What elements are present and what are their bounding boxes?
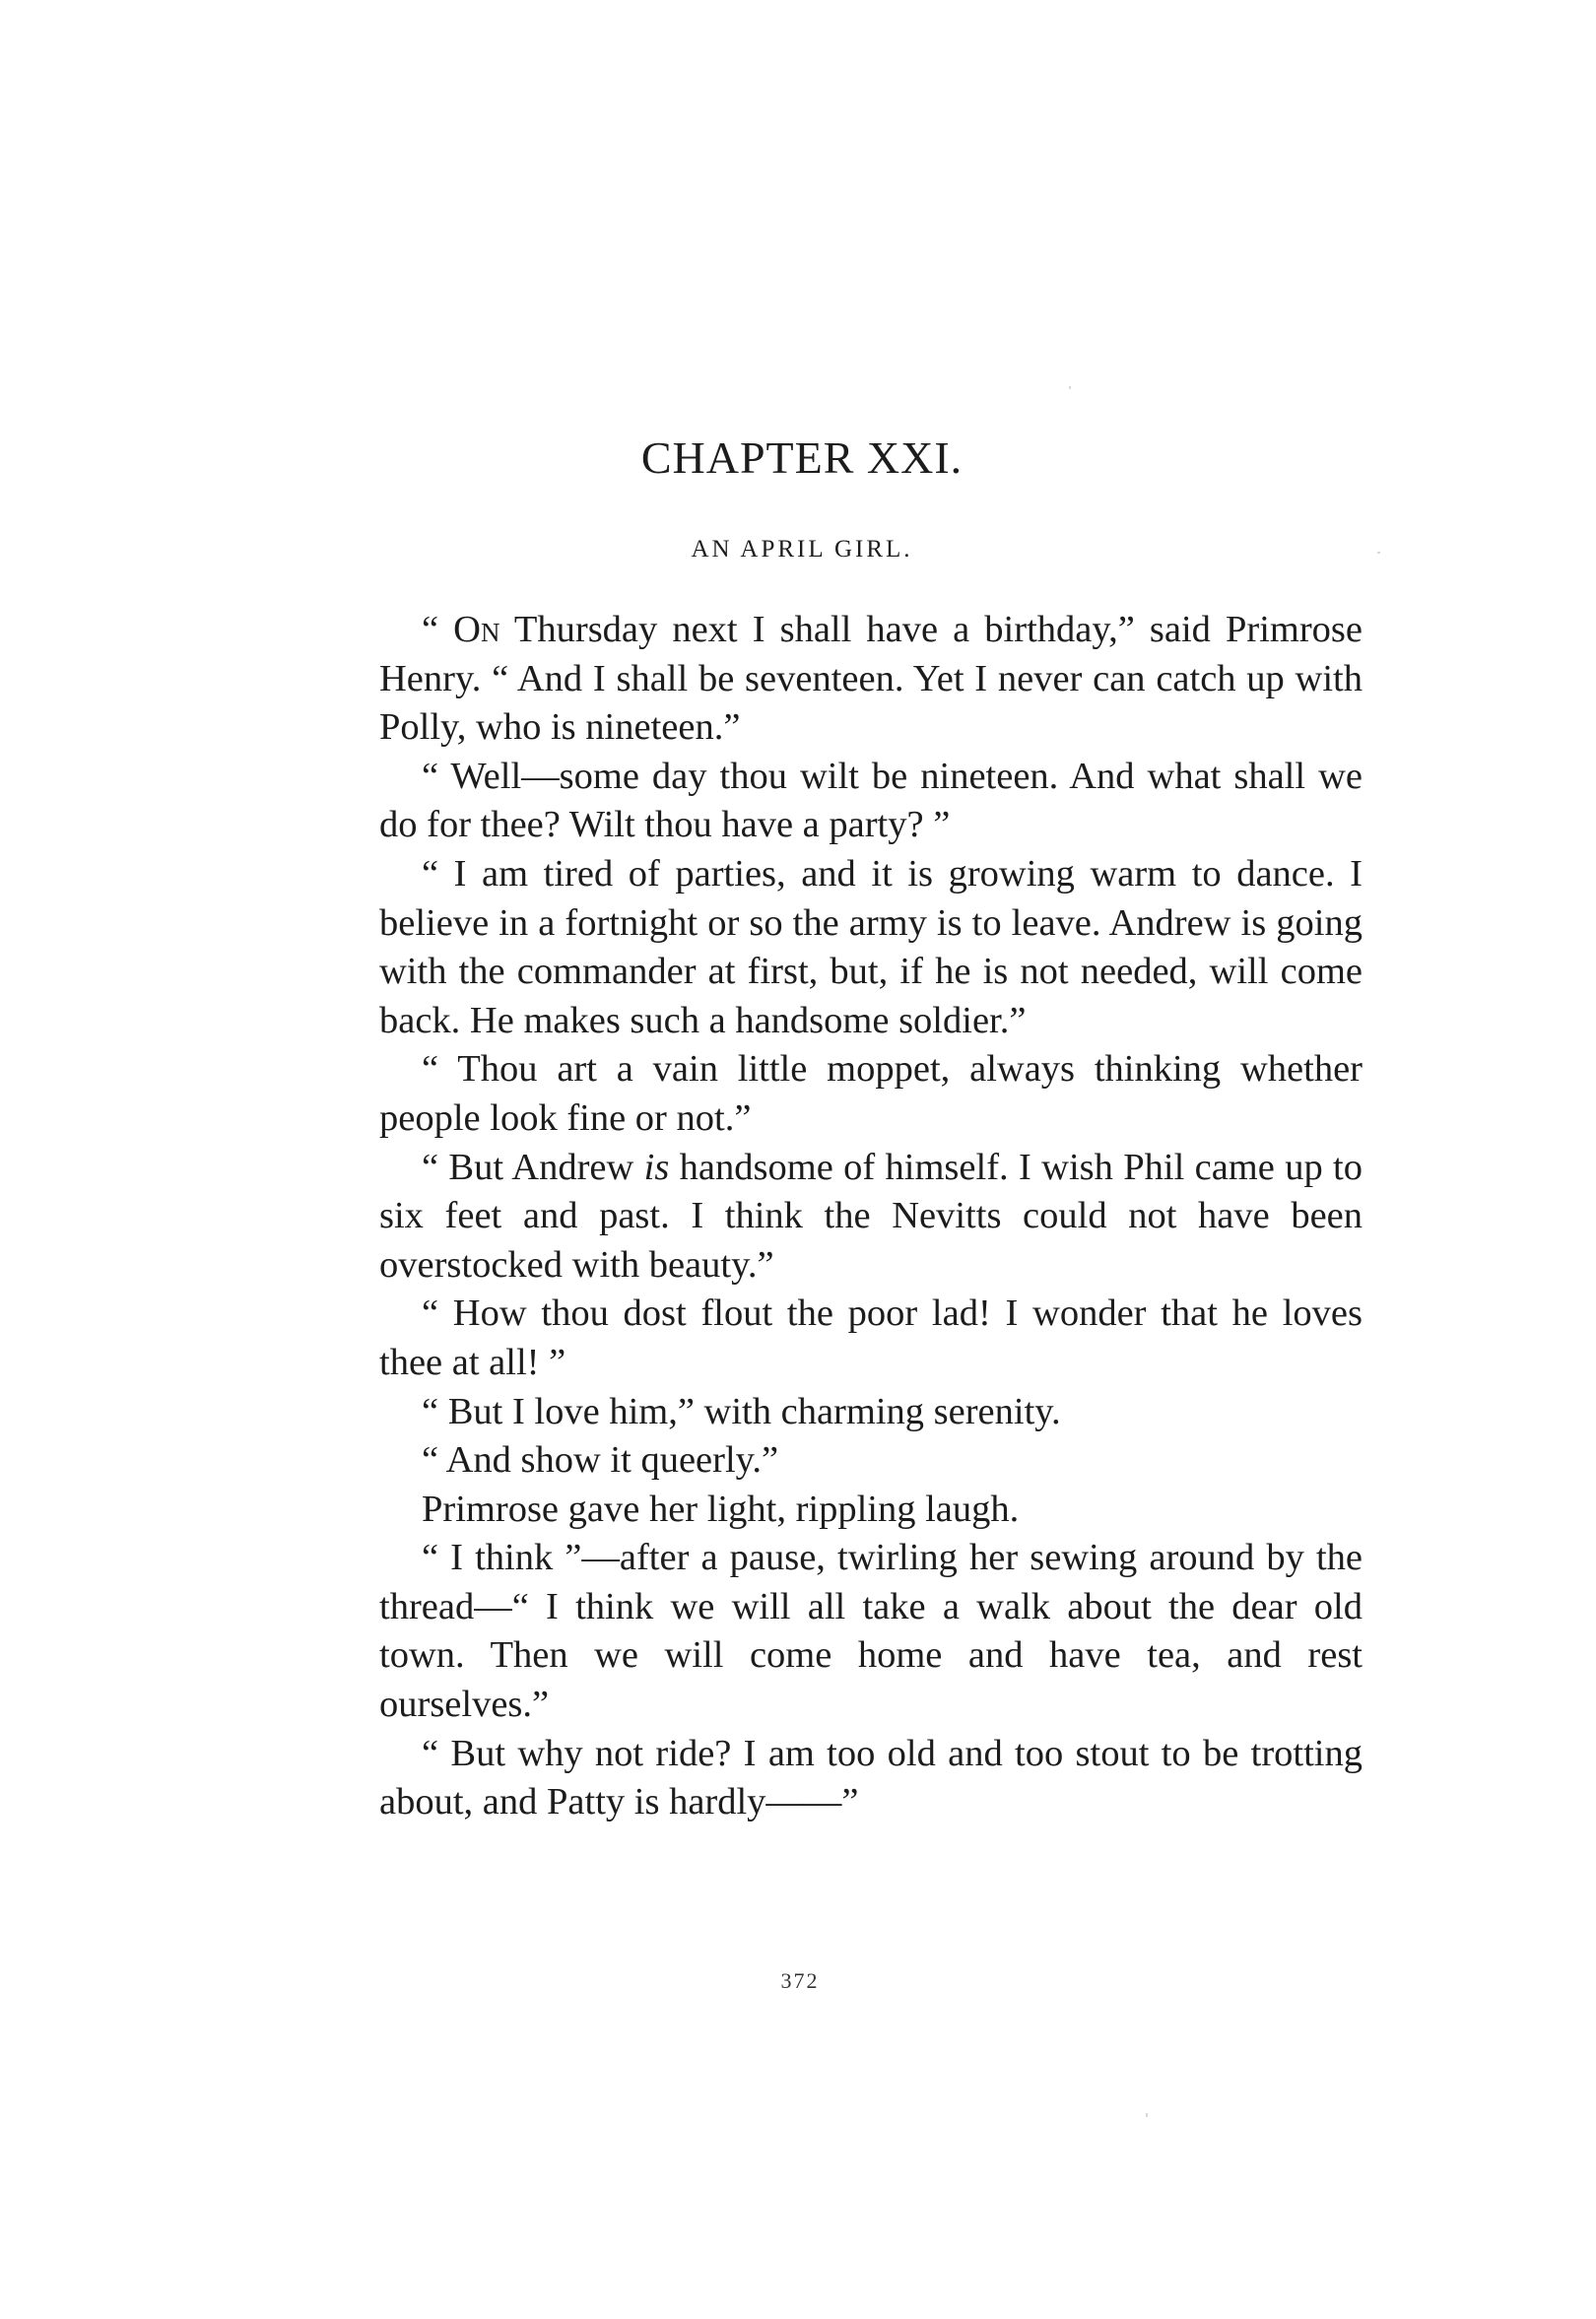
paragraph-2: “ Well—some day thou wilt be nineteen. And what shall we do for thee? Wilt thou have a party? ” xyxy=(379,755,1363,846)
page-number: 372 xyxy=(780,1968,820,1993)
paragraph-5-after: handsome of himself. I wish Phil came up to six feet and past. I think the Nevitts could not have been overstocked with beauty.” xyxy=(379,1146,1363,1286)
paper-speck xyxy=(1377,552,1380,554)
paper-speck xyxy=(1069,386,1071,389)
paragraph-3: “ I am tired of parties, and it is growing warm to dance. I believe in a fortnight or so the army is to leave. Andrew is going with the commander at first, but, if he is not needed, will come back. He makes such a handsome soldier.” xyxy=(379,852,1363,1041)
paragraph-11: “ But why not ride? I am too old and too stout to be trotting about, and Patty is hardly——” xyxy=(379,1732,1363,1823)
paragraph-10: “ I think ”—after a pause, twirling her sewing around by the thread—“ I think we will all take a walk about the dear old town. Then we will come home and have tea, and rest ourselves.” xyxy=(379,1537,1363,1726)
chapter-subtitle: AN APRIL GIRL. xyxy=(691,536,913,563)
paragraph-7: “ But I love him,” with charming serenity. xyxy=(422,1390,1061,1432)
paper-speck xyxy=(1146,2113,1148,2117)
paragraph-1-text: Thursday next I shall have a birthday,” said Primrose Henry. “ And I shall be seventeen. Yet I never can catch up with Polly, who is nineteen.” xyxy=(379,609,1363,749)
paragraph-8: “ And show it queerly.” xyxy=(422,1439,779,1482)
paragraph-1 xyxy=(379,606,1363,753)
paragraph-5-before: “ But Andrew xyxy=(422,1146,644,1188)
opening-quote: “ xyxy=(422,609,439,650)
paragraph-6: “ How thou dost flout the poor lad! I wonder that he loves thee at all! ” xyxy=(379,1292,1363,1383)
chapter-title: CHAPTER XXI. xyxy=(640,432,964,483)
chapter-body xyxy=(379,606,1363,1827)
paragraph-5 xyxy=(379,1144,1363,1291)
paragraph-9: Primrose gave her light, rippling laugh. xyxy=(422,1488,1020,1530)
paragraph-4: “ Thou art a vain little moppet, always thinking whether people look fine or not.” xyxy=(379,1048,1363,1139)
paragraph-5-emphasis: is xyxy=(643,1146,670,1188)
lead-word: On xyxy=(453,609,500,650)
